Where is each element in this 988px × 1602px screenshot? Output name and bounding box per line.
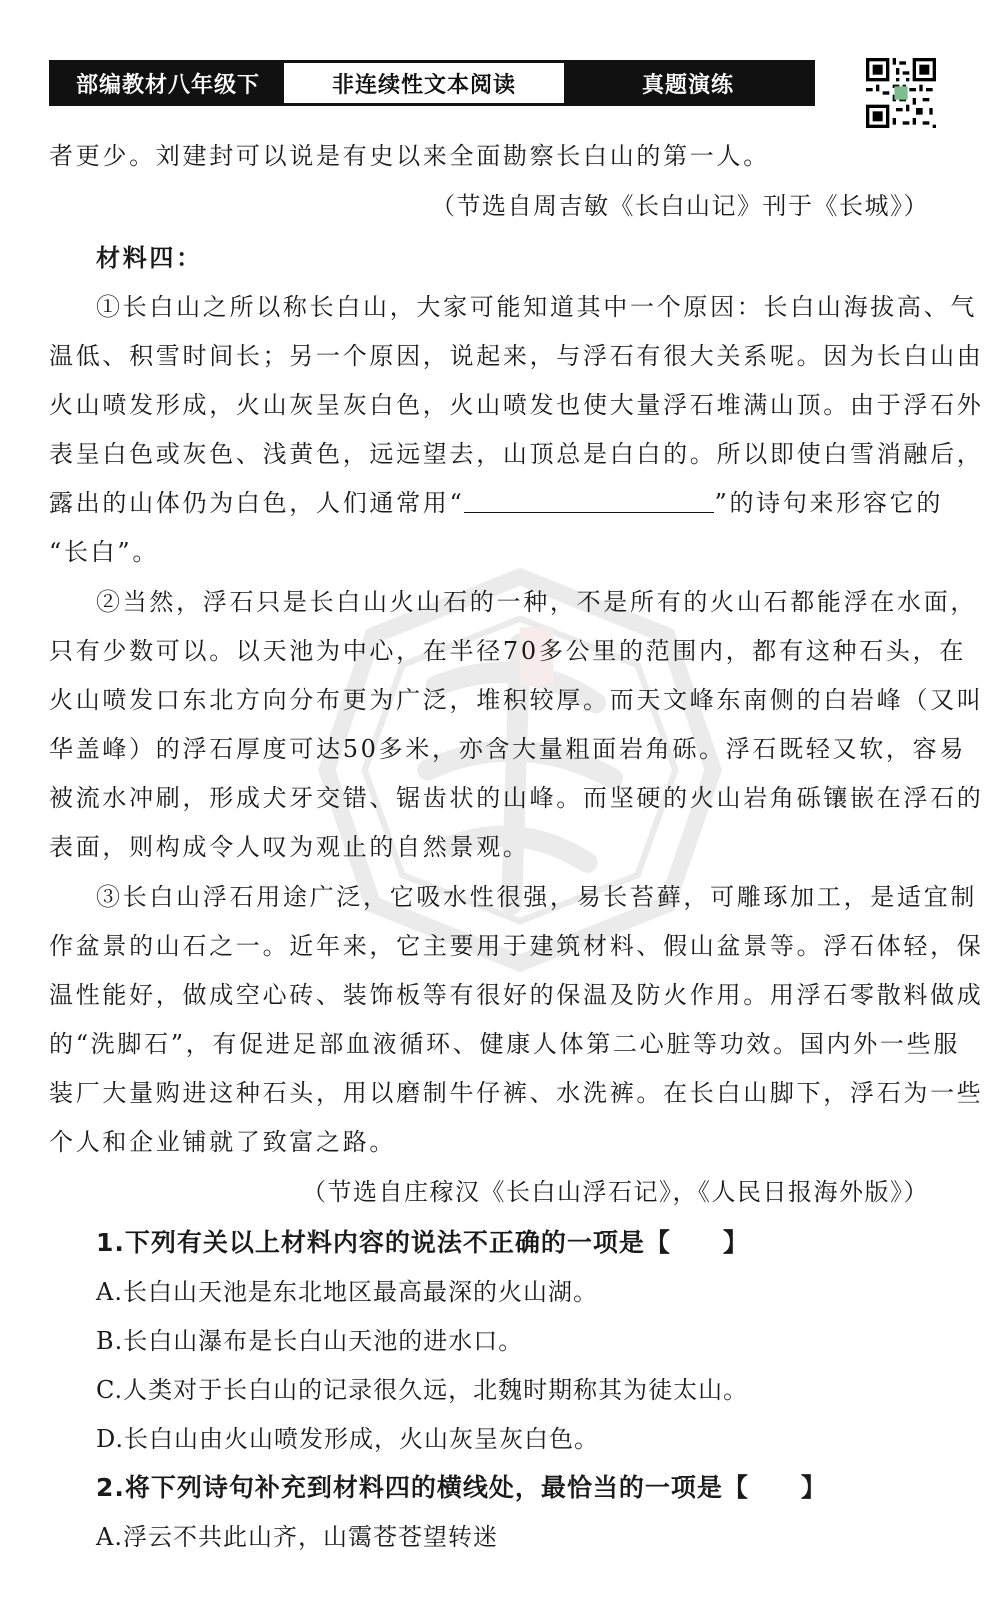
qr-code-icon[interactable]	[866, 58, 936, 128]
text-fragment: ”的诗句来形容它的	[714, 489, 944, 517]
text-line: 表面，则构成令人叹为观止的自然景观。	[49, 833, 530, 861]
question-1-option-b: B.长白山瀑布是长白山天池的进水口。	[96, 1327, 524, 1355]
text-line: 华盖峰）的浮石厚度可达50多米，亦含大量粗面岩角砾。浮石既轻又软，容易	[49, 735, 967, 763]
text-line: 作盆景的山石之一。近年来，它主要用于建筑材料、假山盆景等。浮石体轻，保	[49, 932, 984, 960]
fill-in-blank	[464, 490, 714, 513]
text-line: 的“洗脚石”，有促进足部血液循环、健康人体第二心脏等功效。国内外一些服	[49, 1030, 961, 1058]
text-line: “长白”。	[49, 538, 160, 566]
text-line: 个人和企业铺就了致富之路。	[49, 1128, 397, 1156]
text-line: 者更少。刘建封可以说是有史以来全面勘察长白山的第一人。	[49, 142, 770, 170]
text-fragment: 露出的山体仍为白色，人们通常用“	[49, 489, 465, 517]
question-1-option-a: A.长白山天池是东北地区最高最深的火山湖。	[96, 1278, 598, 1306]
question-2-option-a: A.浮云不共此山齐，山霭苍苍望转迷	[96, 1523, 498, 1551]
question-1-option-c: C.人类对于长白山的记录很久远，北魏时期称其为徒太山。	[96, 1376, 749, 1404]
source-citation: （节选自周吉敏《长白山记》刊于《长城》）	[431, 192, 929, 220]
question-2: 2.将下列诗句补充到材料四的横线处，最恰当的一项是【 】	[96, 1473, 827, 1502]
header-bar	[49, 60, 815, 106]
text-line: 温低、积雪时间长；另一个原因，说起来，与浮石有很大关系呢。因为长白山由	[49, 342, 984, 370]
text-line: 只有少数可以。以天池为中心，在半径70多公里的范围内，都有这种石头，在	[49, 637, 967, 665]
header-section-label: 真题演练	[564, 63, 812, 103]
text-line: ③长白山浮石用途广泛，它吸水性很强，易长苔藓，可雕琢加工，是适宜制	[96, 883, 978, 911]
text-line: 火山喷发口东北方向分布更为广泛，堆积较厚。而天文峰东南侧的白岩峰（又叫	[49, 686, 984, 714]
text-line: 温性能好，做成空心砖、装饰板等有很好的保温及防火作用。用浮石零散料做成	[49, 981, 984, 1009]
source-citation: （节选自庄稼汉《长白山浮石记》，《人民日报海外版》）	[302, 1178, 929, 1206]
text-line: 火山喷发形成，火山灰呈灰白色，火山喷发也使大量浮石堆满山顶。由于浮石外	[49, 391, 984, 419]
question-1: 1.下列有关以上材料内容的说法不正确的一项是【 】	[96, 1228, 749, 1257]
header-grade-label: 部编教材八年级下	[52, 63, 284, 103]
text-line: ①长白山之所以称长白山，大家可能知道其中一个原因：长白山海拔高、气	[96, 293, 978, 321]
text-line: 装厂大量购进这种石头，用以磨制牛仔裤、水洗裤。在长白山脚下，浮石为一些	[49, 1079, 984, 1107]
text-line: 表呈白色或灰色、浅黄色，远远望去，山顶总是白白的。所以即使白雪消融后，	[49, 440, 984, 468]
seal-watermark-icon	[310, 560, 730, 980]
header-topic-label: 非连续性文本阅读	[284, 63, 564, 103]
text-line-with-blank	[49, 488, 944, 518]
text-line: ②当然，浮石只是长白山火山石的一种，不是所有的火山石都能浮在水面，	[96, 588, 978, 616]
question-1-option-d: D.长白山由火山喷发形成，火山灰呈灰白色。	[96, 1425, 600, 1453]
text-line: 被流水冲刷，形成犬牙交错、锯齿状的山峰。而坚硬的火山岩角砾镶嵌在浮石的	[49, 784, 984, 812]
material-four-title: 材料四：	[96, 244, 203, 272]
